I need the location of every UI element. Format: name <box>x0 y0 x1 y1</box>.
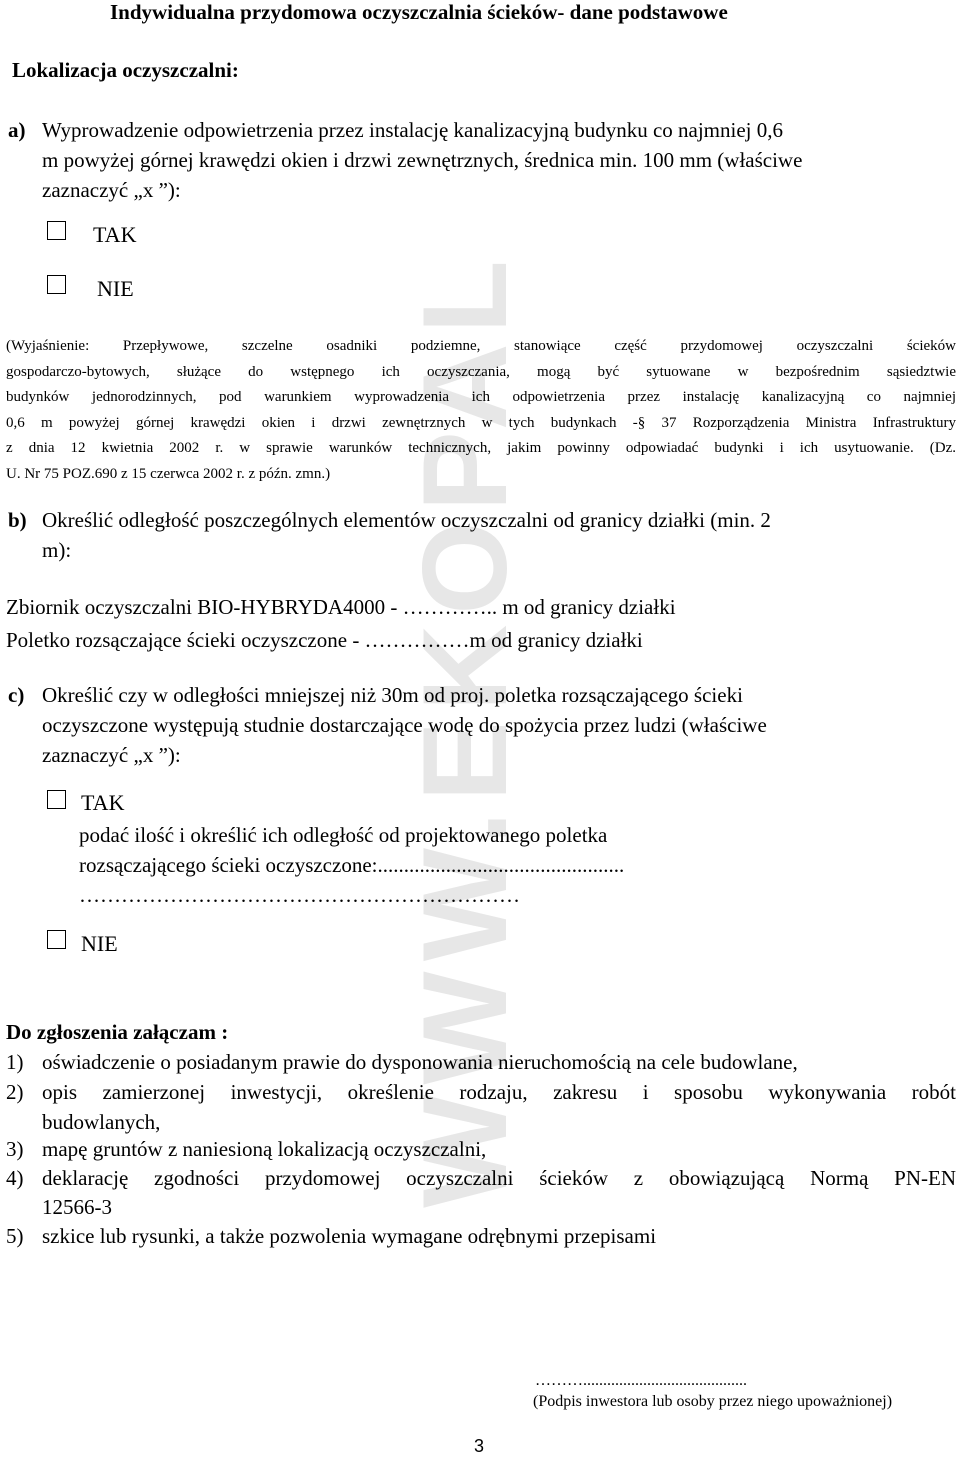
section-c-marker: c) <box>8 683 25 707</box>
explanation-line: 0,6 m powyżej górnej krawędzi okien i drzwi zewnętrznych w tych budynkach -§ 37 Rozporządzenia Ministra Infrastruktury <box>6 414 956 431</box>
section-a-line3: zaznaczyć „x ”): <box>42 178 181 202</box>
section-a-no-label: NIE <box>97 276 134 301</box>
location-heading: Lokalizacja oczyszczalni: <box>12 58 239 82</box>
attachment-num: 3) <box>6 1137 24 1161</box>
attachment-num: 2) <box>6 1080 24 1104</box>
section-c-question <box>42 680 957 770</box>
section-c-line3: zaznaczyć „x ”): <box>42 743 181 767</box>
attachment-text-cont: 12566-3 <box>42 1195 112 1219</box>
section-c-line1: Określić czy w odległości mniejszej niż 30m od proj. poletka rozsączającego ścieki <box>42 683 743 707</box>
section-b-line1: Określić odległość poszczególnych elementów oczyszczalni od granicy działki (min. 2 <box>42 508 771 532</box>
section-a-question <box>42 115 957 205</box>
page-title: Indywidualna przydomowa oczyszczalnia ścieków- dane podstawowe <box>110 0 728 24</box>
attachments-heading: Do zgłoszenia załączam : <box>6 1020 229 1044</box>
watermark: WWW.EKOPAL <box>398 250 532 1208</box>
section-c-no-label: NIE <box>81 931 118 956</box>
section-a-line2: m powyżej górnej krawędzi okien i drzwi zewnętrznych, średnica min. 100 mm (właściwe <box>42 148 803 172</box>
section-b-marker: b) <box>8 508 27 532</box>
attachment-text: opis zamierzonej inwestycji, określenie rodzaju, zakresu i sposobu wykonywania robót <box>42 1080 956 1104</box>
attachment-text: mapę gruntów z naniesioną lokalizacją oczyszczalni, <box>42 1137 487 1161</box>
attachment-text: szkice lub rysunki, a także pozwolenia wymagane odrębnymi przepisami <box>42 1224 657 1248</box>
section-c-no-checkbox[interactable] <box>47 930 66 949</box>
section-a-no-checkbox[interactable] <box>47 275 66 294</box>
attachment-text: deklarację zgodności przydomowej oczyszczalni ścieków z obowiązującą Normą PN-EN <box>42 1166 956 1190</box>
attachment-num: 1) <box>6 1050 24 1074</box>
section-a-marker: a) <box>8 118 26 142</box>
explanation-line: gospodarczo-bytowych, służące do wstępnego ich oczyszczania, mogą być sytuowane w bezpośrednim sąsiedztwie <box>6 363 956 380</box>
section-c-yes-label: TAK <box>81 790 125 815</box>
section-b-question <box>42 505 957 565</box>
attachment-text: oświadczenie o posiadanym prawie do dysponowania nieruchomością na cele budowlane, <box>42 1050 798 1074</box>
section-c-detail-line2: rozsączającego ścieki oczyszczone:............................................... <box>79 853 625 877</box>
section-c-detail <box>79 820 624 910</box>
section-a-line1: Wyprowadzenie odpowietrzenia przez instalację kanalizacyjną budynku co najmniej 0,6 <box>42 118 784 142</box>
attachment-num: 5) <box>6 1224 24 1248</box>
section-c-detail-line1: podać ilość i określić ich odległość od projektowanego poletka <box>79 823 608 847</box>
explanation-line: U. Nr 75 POZ.690 z 15 czerwca 2002 r. z późn. zmn.) <box>6 465 331 482</box>
section-b-line2: m): <box>42 538 72 562</box>
explanation-line: (Wyjaśnienie: Przepływowe, szczelne osadniki podziemne, stanowiące część przydomowej oczyszczalni ścieków <box>6 338 956 354</box>
section-a-yes-checkbox[interactable] <box>47 221 66 240</box>
signature-line: ………......................................... <box>535 1372 747 1389</box>
section-c-detail-line3: ……………………………………………………… <box>79 883 520 907</box>
page-number: 3 <box>474 1436 485 1456</box>
field-distance-row: Poletko rozsączające ścieki oczyszczone - ……………m od granicy działki <box>6 628 643 652</box>
attachment-text-cont: budowlanych, <box>42 1110 161 1134</box>
section-c-yes-checkbox[interactable] <box>47 790 66 809</box>
section-a-yes-label: TAK <box>93 222 137 247</box>
explanation-line: z dnia 12 kwietnia 2002 r. w sprawie warunków technicznych, jakim powinny odpowiadać budynki i ich usytuowanie. (Dz. <box>6 440 956 456</box>
signature-caption: (Podpis inwestora lub osoby przez niego upoważnionej) <box>533 1393 893 1410</box>
section-c-line2: oczyszczone występują studnie dostarczające wodę do spożycia przez ludzi (właściwe <box>42 713 767 737</box>
explanation-line: budynków jednorodzinnych, pod warunkiem wyprowadzenia ich odpowietrzenia przez instalację kanalizacyjną co najmniej <box>6 389 956 405</box>
tank-distance-row: Zbiornik oczyszczalni BIO-HYBRYDA4000 - ………….. m od granicy działki <box>6 595 676 619</box>
section-a-explanation <box>6 334 956 487</box>
attachment-num: 4) <box>6 1166 24 1190</box>
